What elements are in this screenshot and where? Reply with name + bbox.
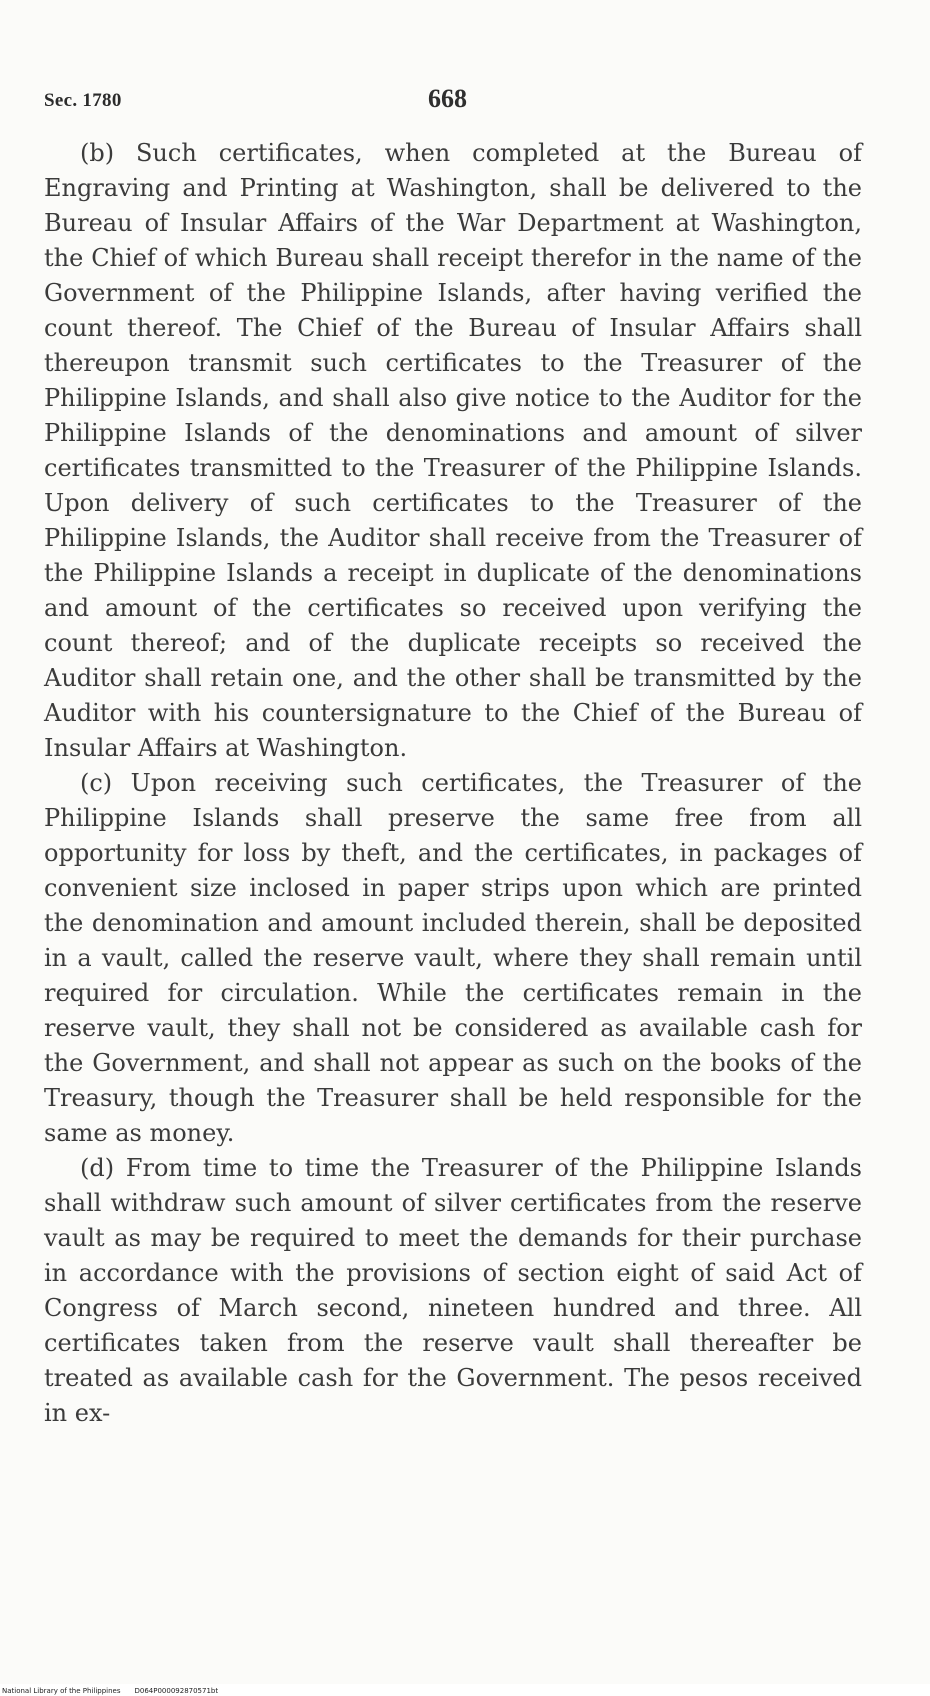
library-credit: National Library of the Philippines — [2, 1687, 121, 1695]
body-text — [44, 136, 862, 1431]
paragraph-c: (c) Upon receiving such certificates, the Treasurer of the Philippine Islands shall preserve the same free from all opportunity for loss by theft, and the certificates, in packages of convenient size inclosed in paper strips upon which are printed the denomination and amount included therein, shall be deposited in a vault, called the reserve vault, where they shall remain until required for circulation. While the certificates remain in the reserve vault, they shall not be considered as available cash for the Government, and shall not appear as such on the books of the Treasury, though the Treasurer shall be held responsible for the same as money. — [44, 769, 862, 1147]
section-label: Sec. 1780 — [44, 90, 122, 111]
paragraph-b: (b) Such certificates, when completed at the Bureau of Engraving and Printing at Washington, shall be delivered to the Bureau of Insular Affairs of the War Department at Washington, the Chief of which Bureau shall receipt therefor in the name of the Government of the Philippine Islands, after having verified the count thereof. The Chief of the Bureau of Insular Affairs shall thereupon transmit such certificates to the Treasurer of the Philippine Islands, and shall also give notice to the Auditor for the Philippine Islands of the denominations and amount of silver certificates transmitted to the Treasurer of the Philippine Islands. Upon delivery of such certificates to the Treasurer of the Philippine Islands, the Auditor shall receive from the Treasurer of the Philippine Islands a receipt in duplicate of the denominations and amount of the certificates so received upon verifying the count thereof; and of the duplicate receipts so received the Auditor shall retain one, and the other shall be transmitted by the Auditor with his countersignature to the Chief of the Bureau of Insular Affairs at Washington. — [44, 139, 862, 762]
page-header — [44, 84, 864, 114]
scan-code: D064P000092870571bt — [134, 1687, 219, 1695]
page-number: 668 — [428, 84, 467, 113]
scan-footer-text — [2, 1687, 218, 1695]
paragraph-d: (d) From time to time the Treasurer of the Philippine Islands shall withdraw such amount of silver certificates from the reserve vault as may be required to meet the demands for their purchase in accordance with the provisions of section eight of said Act of Congress of March second, nineteen hundred and three. All certificates taken from the reserve vault shall thereafter be treated as available cash for the Government. The pesos received in ex- — [44, 1154, 862, 1427]
scan-footer — [0, 1684, 930, 1696]
